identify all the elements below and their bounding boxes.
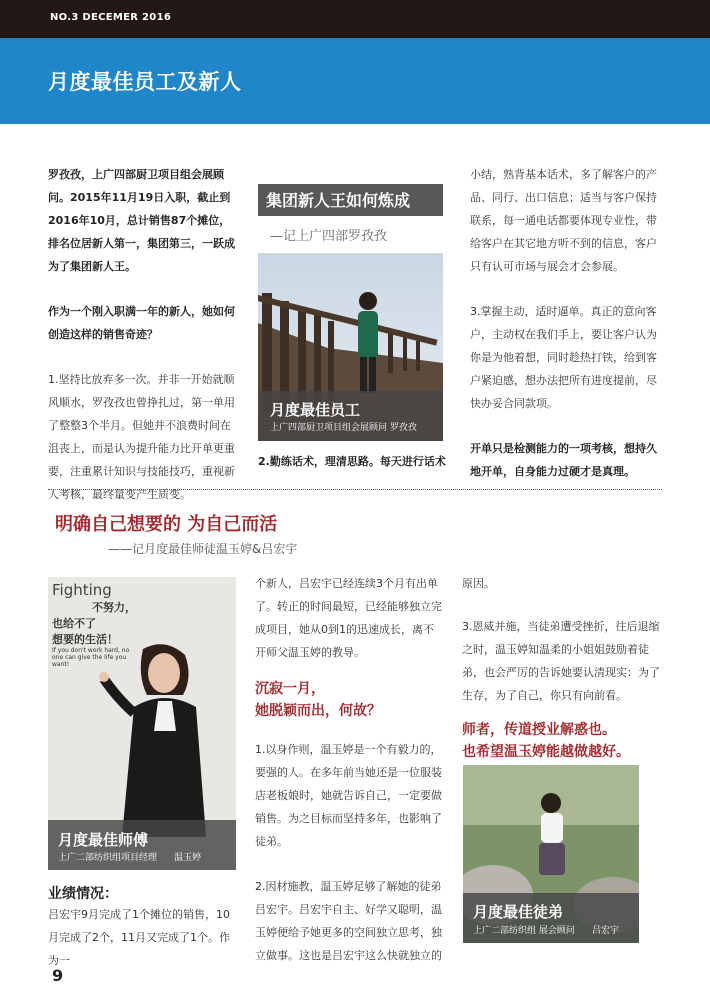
col3-heading-line1: 师者，传道授业解惑也。 (462, 722, 616, 738)
woman-figure (99, 644, 206, 837)
mentor-caption-title: 月度最佳师傅 (58, 831, 149, 849)
article1-point2-cont: 小结，熟背基本话术，多了解客户的产品、同行、出口信息；适当与客户保持联系，每一通电话都要体现专业性，带给客户在其它地方听不到的信息，客户只有认可市场与展会才会参展。 (470, 168, 657, 273)
article1-subheading: —记上广四部罗孜孜 (270, 229, 388, 244)
employee-photo (258, 253, 443, 441)
apprentice-caption-sub: 上广二部纺织组 展会顾问 吕宏宇 (473, 926, 620, 936)
sign-line4: 想要的生活！ (52, 633, 118, 646)
sign-line3: 也给不了 (52, 617, 96, 630)
sign-line5: If you don't work hard, no (52, 647, 130, 654)
article2-point2: 2.因材施教，温玉婷足够了解她的徒弟吕宏宇。吕宏宇自主、好学又聪明，温玉婷便给予她更多的空间独立思考，独立做事。这也是吕宏宇这么快就独立的 (255, 880, 442, 962)
article1-point2: 2.勤练话术，理清思路。每天进行话术 (258, 455, 446, 468)
article1-conclusion: 开单只是检测能力的一项考核，想持久地开单，自身能力过硬才是真理。 (470, 442, 657, 478)
mentor-photo-caption (48, 820, 236, 870)
employee-photo-caption (258, 391, 443, 441)
article2-point1: 1.以身作则，温玉婷是一个有毅力的，要强的人。在多年前当她还是一位服装店老板娘时，她就告诉自己，一定要做销售。为之目标而坚持多年，也影响了徒弟。 (255, 743, 442, 848)
article2-title: 明确自己想要的 为自己而活 (55, 514, 278, 535)
article1-question: 作为一个刚入职满一年的新人，她如何创造这样的销售奇迹？ (48, 305, 235, 341)
sign-line6: one can give the life you (52, 654, 127, 661)
article2-subtitle: ——记月度最佳师徒温玉婷&吕宏宇 (108, 542, 298, 556)
article1-intro: 罗孜孜，上广四部厨卫项目组会展顾问。2015年11月19日入职，截止到2016年10月，总计销售87个摊位，排名位居新人第一，集团第三，一跃成为了集团新人王。 (48, 168, 235, 273)
article2-column2 (255, 572, 443, 967)
article1-column3 (470, 163, 662, 483)
col2-heading-line2: 她脱颖而出，何故？ (255, 703, 381, 719)
article1-point1: 1.坚持比放弃多一次。并非一开始就顺风顺水，罗孜孜也曾挣扎过，第一单用了整整3个半月。但她并不浪费时间在沮丧上，而是认为提升能力比开单更重要，注重累计知识与技能技巧，重视新人考核，最终量变产生质变。 (48, 373, 235, 501)
article1-column2-bottom (258, 450, 458, 473)
apprentice-photo-caption (463, 893, 639, 943)
article2-column3 (462, 572, 662, 763)
article1-column1 (48, 163, 240, 506)
performance-heading: 业绩情况： (48, 886, 118, 902)
page-number: 9 (52, 966, 64, 985)
article1-heading: 集团新人王如何炼成 (266, 191, 411, 210)
dotted-divider (48, 489, 662, 490)
article2-col3-heading (462, 719, 662, 763)
apprentice-photo (463, 765, 639, 943)
col2-heading-line1: 沉寂一月， (255, 681, 325, 697)
article2-point3: 3.恩威并施，当徒弟遭受挫折，往后退缩之时，温玉婷知温柔的小姐姐鼓励着徒弟，也会严厉的告诉她要认清现实：为了生存，为了自己，你只有向前看。 (462, 620, 660, 702)
apprentice-caption-title: 月度最佳徒弟 (473, 903, 564, 921)
employee-caption-sub: 上广四部厨卫项目组会展顾问 罗孜孜 (270, 423, 417, 433)
page-title: 月度最佳员工及新人 (48, 70, 242, 94)
mentor-photo (48, 577, 236, 870)
sign-line2: 不努力， (92, 601, 136, 614)
article1-point3: 3.掌握主动，适时逼单。真正的意向客户，主动权在我们手上，要让客户认为你是为他着想，同时趁热打铁，给到客户紧迫感，想办法把所有进度提前，尽快办妥合同款项。 (470, 305, 657, 410)
mentor-caption-sub: 上广二部纺织组项目经理 温玉婷 (58, 853, 202, 863)
article2-col2-intro: 个新人，吕宏宇已经连续3个月有出单了。转正的时间最短，已经能够独立完成项目，她从0到1的迅速成长，离不开师父温玉婷的教导。 (255, 577, 442, 659)
article2-col2-heading (255, 678, 443, 722)
performance-text: 吕宏宇9月完成了1个摊位的销售，10月完成了2个，11月又完成了1个。作为一 (48, 908, 230, 967)
article2-col3-intro: 原因。 (462, 577, 495, 590)
employee-caption-title: 月度最佳员工 (270, 401, 361, 419)
sign-line1: Fighting (52, 581, 112, 599)
col3-heading-line2: 也希望温玉婷能越做越好。 (462, 744, 630, 760)
sign-line7: want! (52, 661, 70, 668)
issue-label: NO.3 DECEMER 2016 (50, 12, 172, 23)
